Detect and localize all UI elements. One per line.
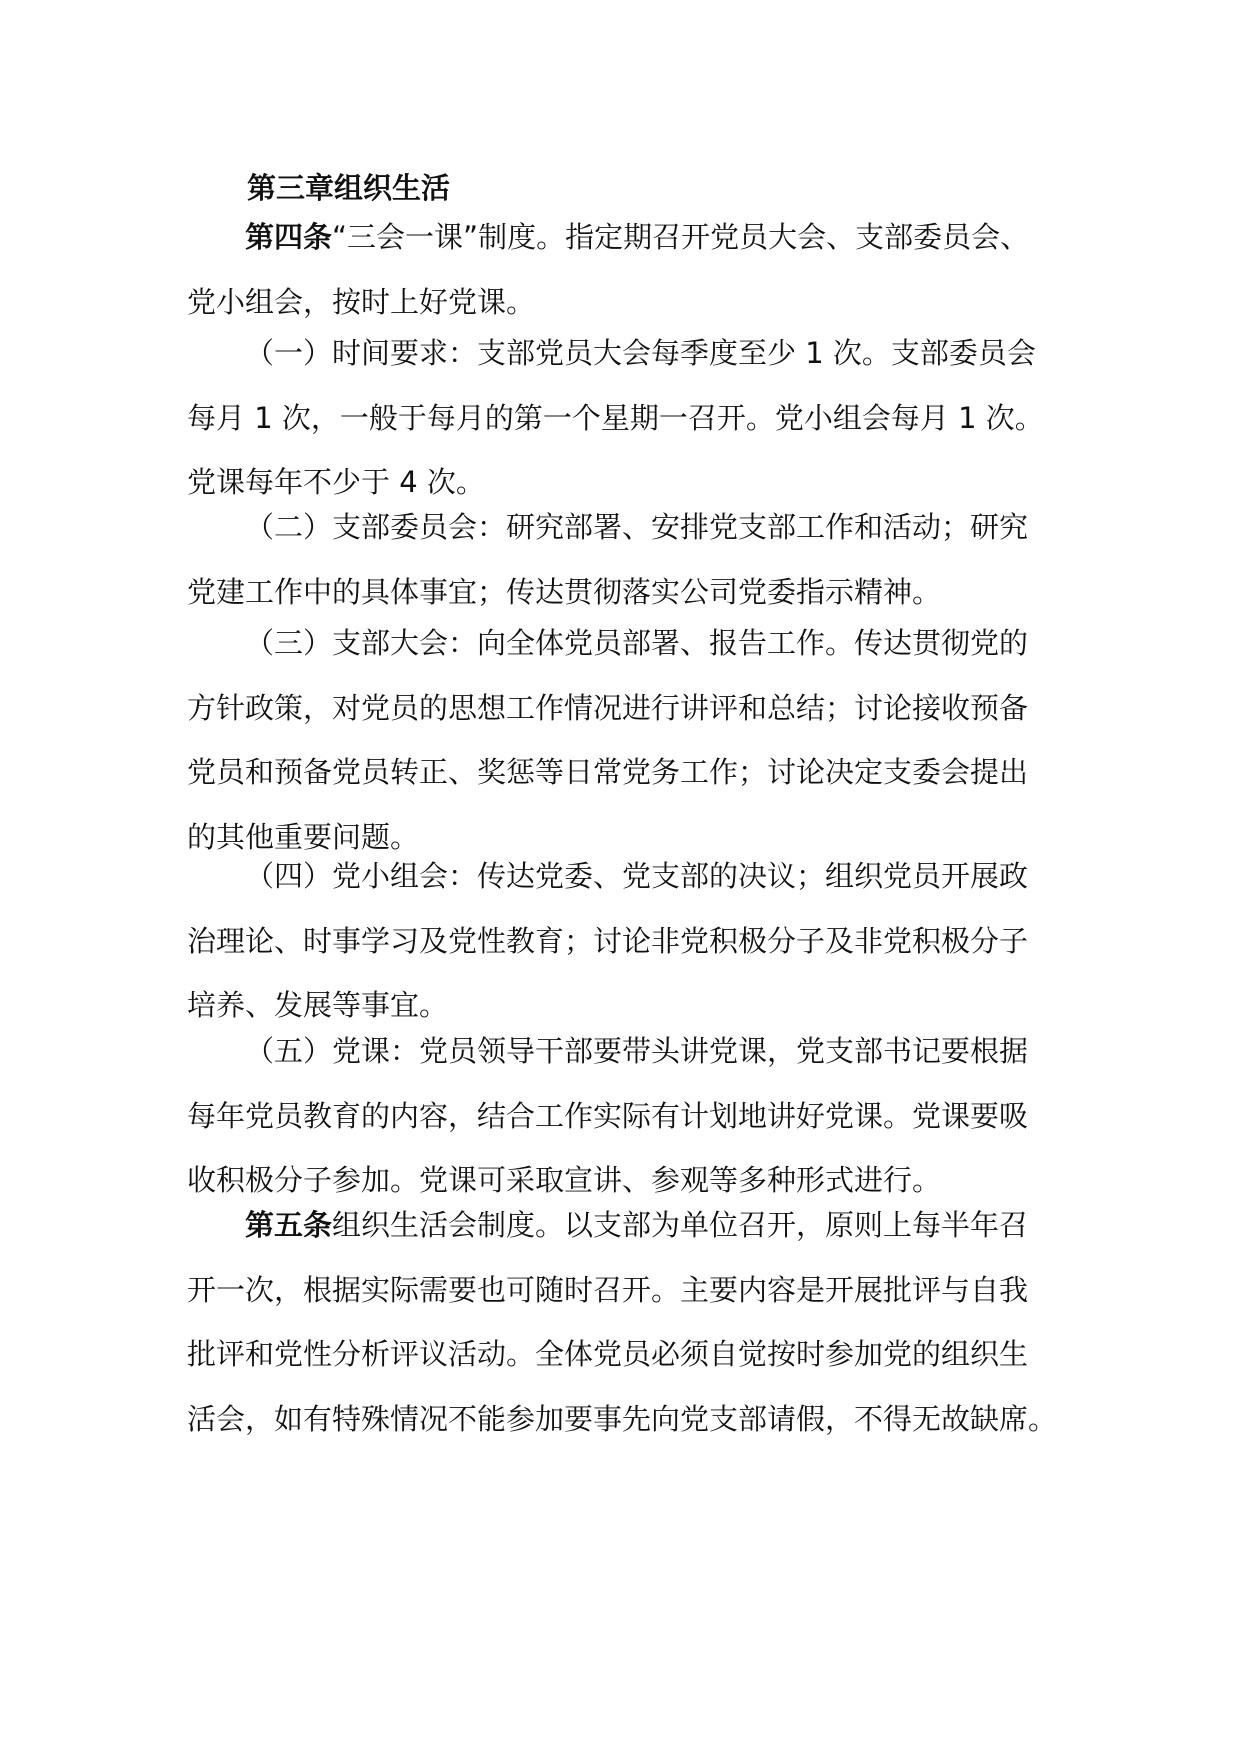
item-4-paragraph bbox=[187, 844, 1067, 1038]
paragraph-line: （四）党小组会：传达党委、党支部的决议；组织党员开展政 bbox=[245, 859, 1029, 893]
paragraph-line: 方针政策，对党员的思想工作情况进行讲评和总结；讨论接收预备 bbox=[187, 690, 1029, 725]
paragraph-line: 党课每年不少于 4 次。 bbox=[187, 465, 485, 499]
paragraph-text: “三会一课”制度。指定期召开党员大会、支部委员会、 bbox=[332, 220, 1030, 254]
paragraph-line: （二）支部委员会：研究部署、安排党支部工作和活动；研究 bbox=[245, 510, 1029, 544]
paragraph-line: 党建工作中的具体事宜；传达贯彻落实公司党委指示精神。 bbox=[187, 574, 942, 609]
paragraph-line: 培养、发展等事宜。 bbox=[187, 988, 449, 1022]
article-label: 第五条 bbox=[245, 1208, 333, 1242]
chapter-title: 第三章组织生活 bbox=[247, 171, 451, 205]
paragraph-line: 活会，如有特殊情况不能参加要事先向党支部请假，不得无故缺席。 bbox=[187, 1401, 1058, 1436]
paragraph-line: （五）党课：党员领导干部要带头讲党课，党支部书记要根据 bbox=[245, 1034, 1029, 1068]
paragraph-line bbox=[187, 205, 1067, 270]
paragraph-line bbox=[187, 1193, 1067, 1258]
paragraph-line: 收积极分子参加。党课可采取宣讲、参观等多种形式进行。 bbox=[187, 1163, 942, 1197]
item-1-paragraph bbox=[187, 321, 1067, 515]
paragraph-line: （一）时间要求：支部党员大会每季度至少 1 次。支部委员会 bbox=[245, 336, 1036, 370]
paragraph-line: 党小组会，按时上好党课。 bbox=[187, 284, 536, 319]
paragraph-line: 批评和党性分析评议活动。全体党员必须自觉按时参加党的组织生 bbox=[187, 1337, 1029, 1371]
paragraph-line: 开一次，根据实际需要也可随时召开。主要内容是开展批评与自我 bbox=[187, 1272, 1029, 1307]
paragraph-line: 的其他重要问题。 bbox=[187, 819, 420, 854]
paragraph-text: 组织生活会制度。以支部为单位召开，原则上每半年召 bbox=[332, 1208, 1029, 1242]
item-3-paragraph bbox=[187, 611, 1067, 869]
article-4-paragraph bbox=[187, 205, 1067, 334]
article-5-paragraph bbox=[187, 1193, 1067, 1451]
paragraph-line: 治理论、时事学习及党性教育；讨论非党积极分子及非党积极分子 bbox=[187, 923, 1029, 958]
article-label: 第四条 bbox=[245, 220, 333, 254]
item-5-paragraph bbox=[187, 1019, 1067, 1213]
paragraph-line: 每年党员教育的内容，结合工作实际有计划地讲好党课。党课要吸 bbox=[187, 1098, 1029, 1133]
paragraph-line: 每月 1 次，一般于每月的第一个星期一召开。党小组会每月 1 次。 bbox=[187, 400, 1044, 435]
item-2-paragraph bbox=[187, 495, 1067, 624]
paragraph-line: （三）支部大会：向全体党员部署、报告工作。传达贯彻党的 bbox=[245, 626, 1029, 660]
paragraph-line: 党员和预备党员转正、奖惩等日常党务工作；讨论决定支委会提出 bbox=[187, 755, 1029, 789]
